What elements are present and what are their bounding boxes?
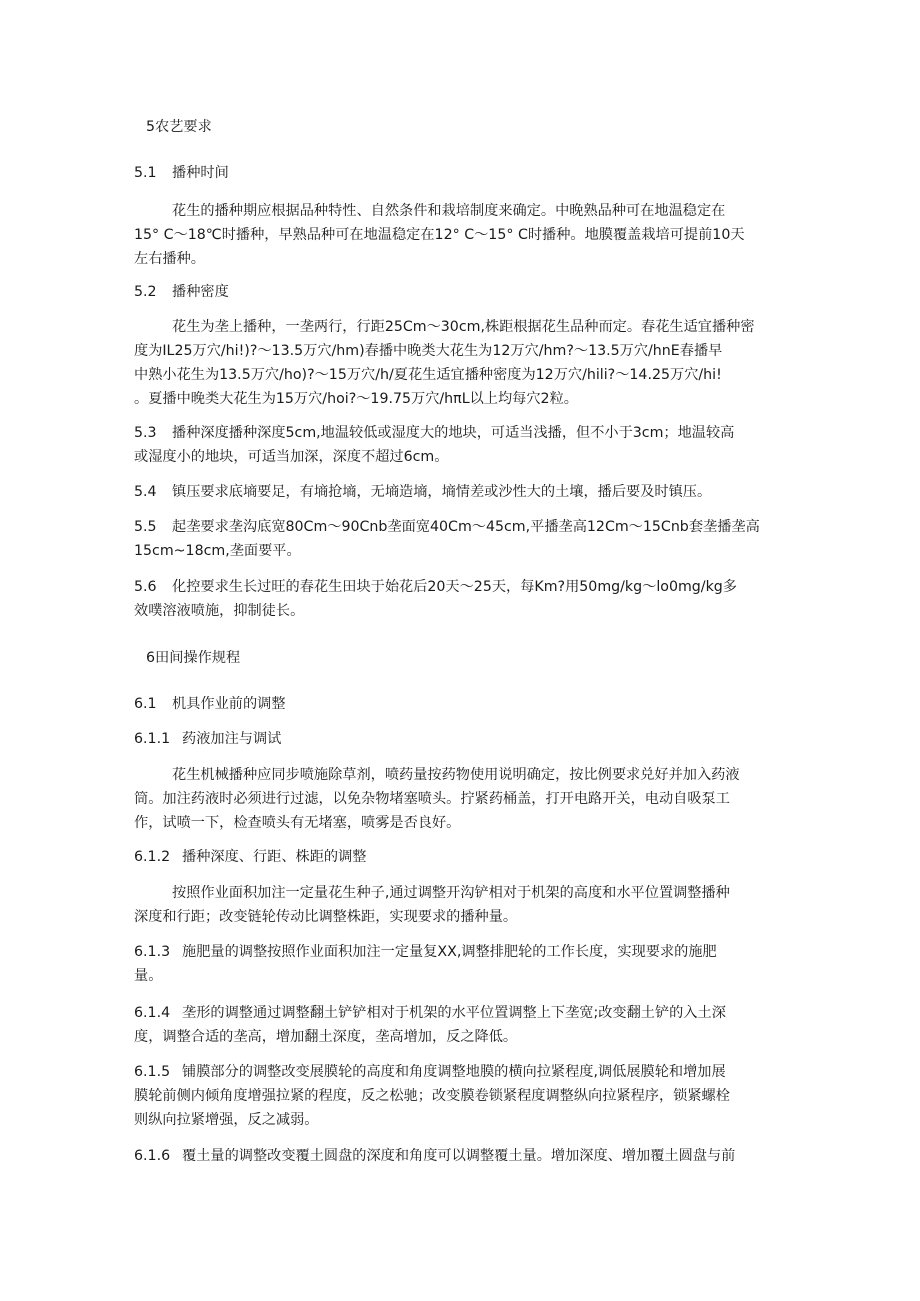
paragraph-line: 筒。加注药液时必须进行过滤，以免杂物堵塞喷头。拧紧药桶盖，打开电路开关，电动自吸泵工	[134, 791, 730, 807]
section-title: 机具作业前的调整	[172, 696, 286, 712]
paragraph-line: 左右播种。	[134, 251, 205, 267]
section-title: 药液加注与调试	[182, 731, 282, 747]
section-number: 6.1.5	[134, 1064, 171, 1080]
section-6-1-5-line: 6.1.5 铺膜部分的调整改变展膜轮的高度和角度调整地膜的横向拉紧程度,调低展膜轮和增加展	[134, 1064, 726, 1080]
paragraph-line: 15cm~18cm,垄面要平。	[134, 543, 301, 559]
section-number: 6.1.2	[134, 849, 171, 865]
section-title: 播种时间	[172, 165, 229, 181]
paragraph-line: 效噗溶液喷施，抑制徒长。	[134, 603, 305, 619]
section-number: 5.1	[134, 165, 157, 181]
section-title: 播种密度	[172, 284, 229, 300]
paragraph-line: 则纵向拉紧增强，反之减弱。	[134, 1112, 319, 1128]
section-number: 6.1	[134, 696, 157, 712]
section-number: 5.5	[134, 519, 157, 535]
paragraph-line: 。夏播中晚类大花生为15万穴/hoi?～19.75万穴/hπL以上均每穴2粒。	[134, 391, 578, 407]
paragraph-line: 花生的播种期应根据品种特性、自然条件和栽培制度来确定。中晚熟品种可在地温稳定在	[172, 203, 726, 219]
section-number: 6.1.6	[134, 1148, 171, 1164]
paragraph-line: 15° C～18℃时播种，早熟品种可在地温稳定在12° C～15° C时播种。地膜覆盖栽培可提前10天	[134, 227, 745, 243]
paragraph-line: 按照作业面积加注一定量花生种子,通过调整开沟铲相对于机架的高度和水平位置调整播种	[172, 885, 730, 901]
paragraph-line: 膜轮前侧内倾角度增强拉紧的程度，反之松驰；改变膜卷锁紧程度调整纵向拉紧程序，锁紧螺栓	[134, 1088, 730, 1104]
section-5-2-heading	[134, 283, 229, 301]
section-5-3-line: 5.3 播种深度播种深度5cm,地温较低或湿度大的地块，可适当浅播，但不小于3cm；地温较高	[134, 425, 735, 441]
section-number: 5.4	[134, 484, 157, 500]
section-6-1-4-line: 6.1.4 垄形的调整通过调整翻土铲铲相对于机架的水平位置调整上下垄宽;改变翻土铲的入土深	[134, 1005, 726, 1021]
section-5-5-line: 5.5 起垄要求垄沟底宽80Cm～90Cnb垄面宽40Cm～45cm,平播垄高12Cm～15Cnb套垄播垄高	[134, 519, 760, 535]
section-6-1-3-line: 6.1.3 施肥量的调整按照作业面积加注一定量复XX,调整排肥轮的工作长度，实现要求的施肥	[134, 944, 717, 960]
section-number: 6.1.1	[134, 731, 171, 747]
paragraph-line: 或湿度小的地块，可适当加深，深度不超过6cm。	[134, 449, 449, 465]
paragraph-line: 花生为垄上播种，一垄两行，行距25Cm～30cm,株距根据花生品种而定。春花生适宜播种密	[172, 319, 755, 335]
section-title: 播种深度、行距、株距的调整	[182, 849, 367, 865]
paragraph-line: 度为IL25万穴/hi!)?～13.5万穴/hm)春播中晚类大花生为12万穴/hm?～13.5万穴/hnE春播早	[134, 343, 723, 359]
section-5-6-line: 5.6 化控要求生长过旺的春花生田块于始花后20天～25天，每Km?用50mg/kg～lo0mg/kg多	[134, 579, 737, 595]
section-6-1-1-heading	[134, 730, 281, 748]
paragraph-line: 度，调整合适的垄高，增加翻土深度，垄高增加，反之降低。	[134, 1029, 518, 1045]
section-number: 6.1.3	[134, 944, 171, 960]
section-5-1-heading	[134, 164, 229, 182]
paragraph-line: 量。	[134, 968, 163, 984]
section-6-1-6-line: 6.1.6 覆土量的调整改变覆土圆盘的深度和角度可以调整覆土量。增加深度、增加覆土圆盘与前	[134, 1148, 736, 1164]
section-number: 5.2	[134, 284, 157, 300]
section-number: 6.1.4	[134, 1005, 171, 1021]
section-6-heading: 6田间操作规程	[146, 650, 241, 666]
paragraph-line: 作，试喷一下，检查喷头有无堵塞，喷雾是否良好。	[134, 815, 461, 831]
section-5-heading: 5农艺要求	[146, 119, 212, 135]
section-number: 5.6	[134, 579, 157, 595]
section-6-1-heading	[134, 695, 286, 713]
paragraph-line: 花生机械播种应同步喷施除草剂，喷药量按药物使用说明确定，按比例要求兑好并加入药液	[172, 767, 740, 783]
paragraph-line: 中熟小花生为13.5万穴/ho)?～15万穴/h/夏花生适宜播种密度为12万穴/hili?～14.25万穴/hi!	[134, 367, 722, 383]
section-6-1-2-heading	[134, 848, 366, 866]
section-5-4-line: 5.4 镇压要求底墒要足，有墒抢墒，无墒造墒，墒情差或沙性大的土壤，播后要及时镇压。	[134, 484, 712, 500]
section-number: 5.3	[134, 425, 157, 441]
paragraph-line: 深度和行距；改变链轮传动比调整株距，实现要求的播种量。	[134, 909, 518, 925]
